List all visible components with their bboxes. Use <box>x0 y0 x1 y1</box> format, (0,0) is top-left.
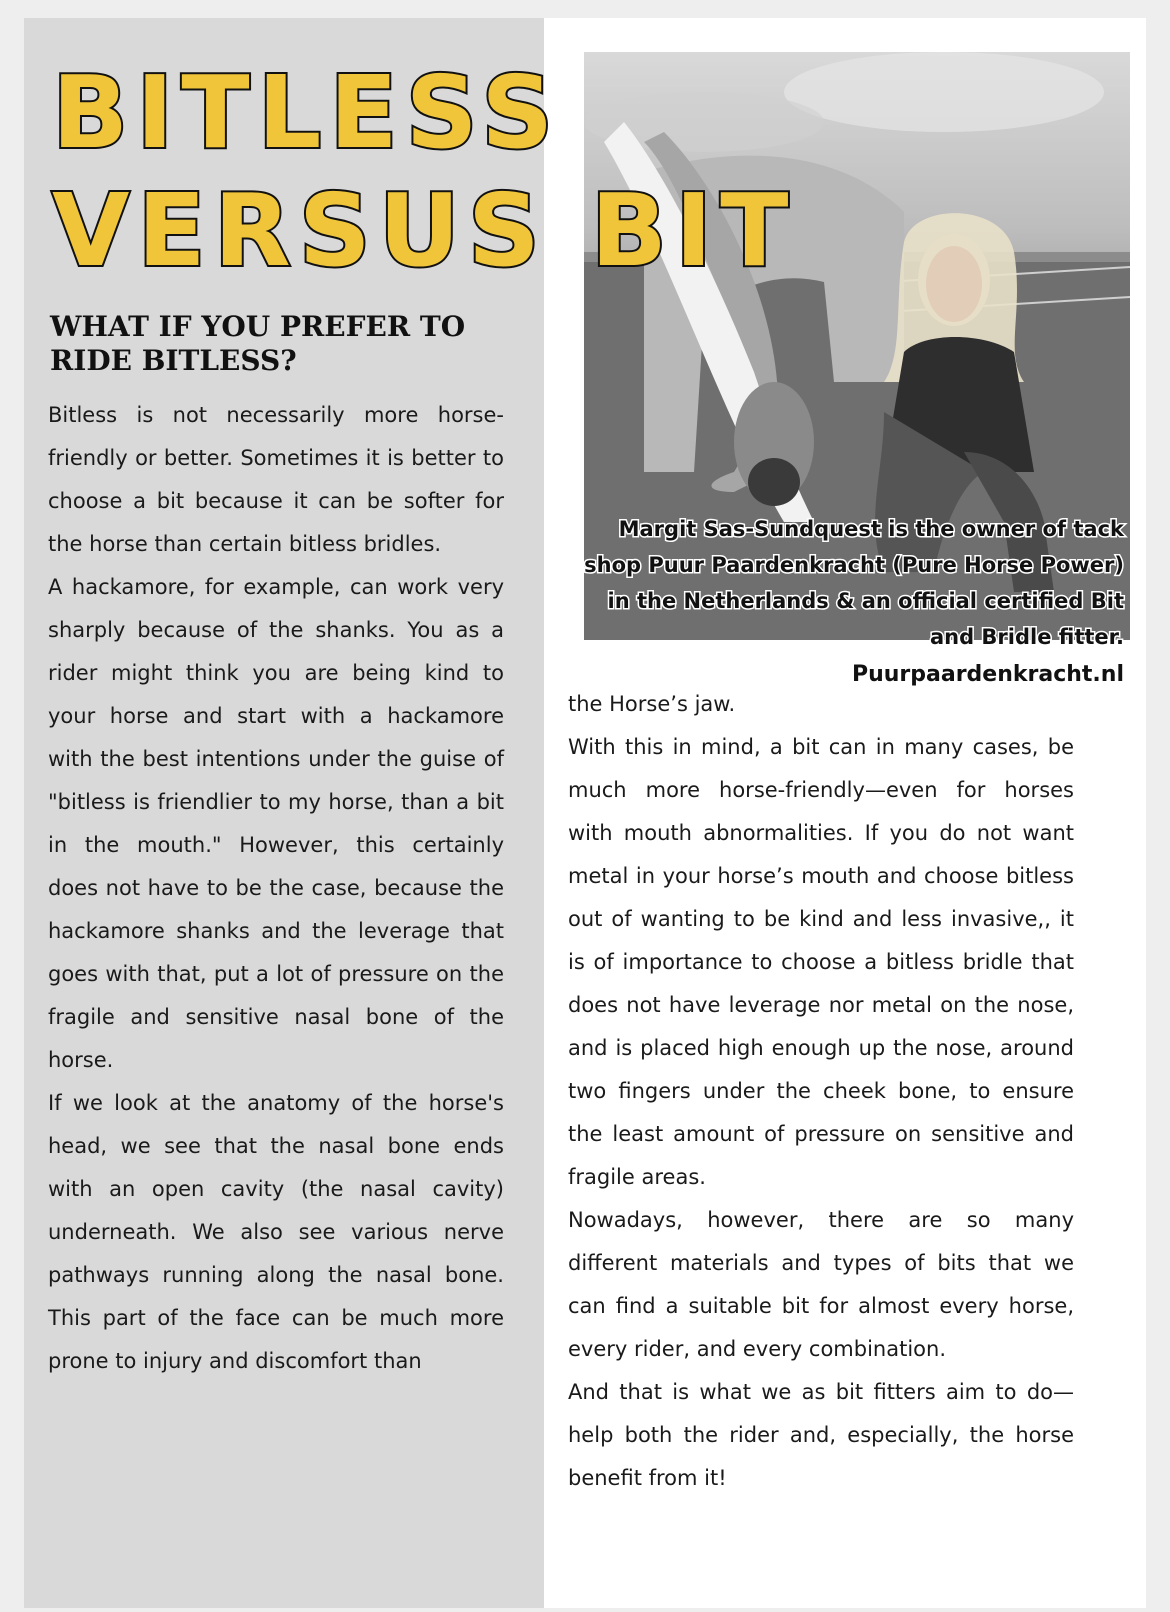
paragraph: Nowadays, however, there are so many different materials and types of bits that we can find a suitable bit for almost every horse, every rider, and every combination. <box>568 1208 1074 1361</box>
photo-caption <box>584 511 1124 693</box>
headline <box>52 54 796 290</box>
caption-text: Margit Sas-Sundquest is the owner of tack shop Puur Paardenkracht (Pure Horse Power) in the Netherlands & an official certified Bit and Bridle fitter. <box>584 517 1124 649</box>
headline-line-1: BITLESS <box>52 54 562 171</box>
right-column-text <box>568 683 1074 1500</box>
headline-line-2: VERSUS BIT <box>52 172 797 289</box>
paragraph: If we look at the anatomy of the horse's head, we see that the nasal bone ends with an open cavity (the nasal cavity) underneath. We also see various nerve pathways running along the nasal bone. This part of the face can be much more prone to injury and discomfort than <box>48 1091 504 1373</box>
section-subheading: WHAT IF YOU PREFER TO RIDE BITLESS? <box>50 310 466 377</box>
paragraph: A hackamore, for example, can work very sharply because of the shanks. You as a rider might think you are being kind to your horse and start with a hackamore with the best intentions under the guise of "bitless is friendlier to my horse, than a bit in the mouth." However, this certainly does not have to be the case, because the hackamore shanks and the leverage that goes with that, put a lot of pressure on the fragile and sensitive nasal bone of the horse. <box>48 575 504 1072</box>
paragraph: Bitless is not necessarily more horse-friendly or better. Sometimes it is better to choose a bit because it can be softer for the horse than certain bitless bridles. <box>48 403 504 556</box>
left-column-text <box>48 394 504 1383</box>
magazine-page <box>24 18 1146 1608</box>
paragraph: With this in mind, a bit can in many cases, be much more horse-friendly—even for horses with mouth abnormalities. If you do not want metal in your horse’s mouth and choose bitless out of wanting to be kind and less invasive,, it is of importance to choose a bitless bridle that does not have leverage nor metal on the nose, and is placed high enough up the nose, around two fingers under the cheek bone, to ensure the least amount of pressure on sensitive and fragile areas. <box>568 735 1074 1189</box>
paragraph: And that is what we as bit fitters aim to do—help both the rider and, especially, the horse benefit from it! <box>568 1380 1074 1490</box>
website-link[interactable]: Puurpaardenkracht.nl <box>851 662 1124 687</box>
paragraph: the Horse’s jaw. <box>568 692 736 716</box>
